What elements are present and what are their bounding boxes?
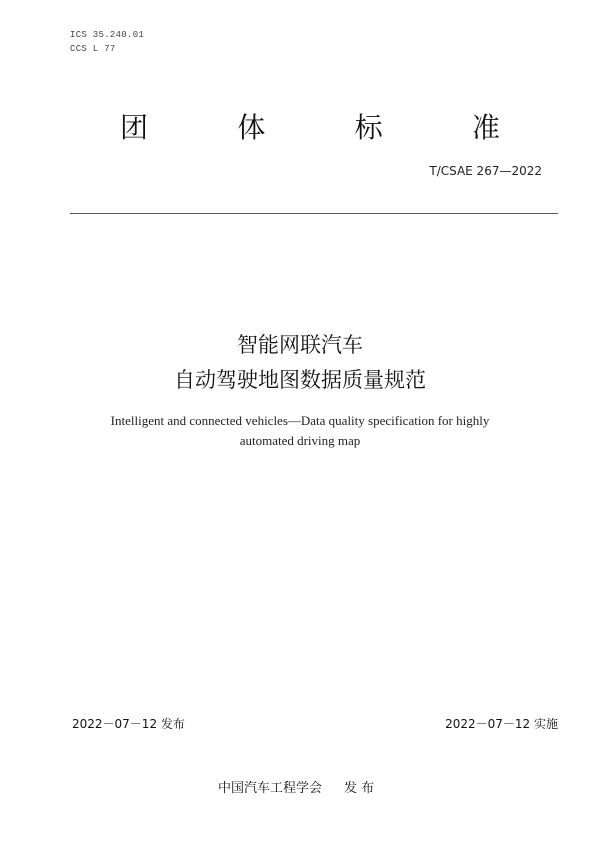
- english-title-line-1: Intelligent and connected vehicles—Data quality specification for highly: [110, 413, 490, 428]
- publisher-name: 中国汽车工程学会: [218, 781, 323, 796]
- doc-type-char: 团: [120, 111, 149, 144]
- english-title-line-2: automated driving map: [239, 433, 361, 448]
- publish-label: 发 布: [344, 781, 375, 796]
- issue-date: 2022－07－12 发布: [72, 717, 185, 731]
- standard-number: T/CSAE 267—2022: [429, 164, 542, 178]
- doc-type-char: 体: [237, 111, 266, 144]
- ccs-code: CCS L 77: [70, 44, 116, 54]
- publisher-line: [218, 777, 374, 796]
- doc-type-char: 准: [471, 111, 500, 144]
- implementation-date: 2022－07－12 实施: [445, 717, 558, 731]
- doc-type-char: 标: [354, 111, 383, 144]
- ics-code: ICS 35.240.01: [70, 30, 145, 40]
- chinese-title-line-1: 智能网联汽车: [237, 333, 363, 357]
- chinese-title-line-2: 自动驾驶地图数据质量规范: [174, 368, 426, 392]
- document-type-heading: [120, 108, 500, 148]
- header-divider: [70, 213, 558, 214]
